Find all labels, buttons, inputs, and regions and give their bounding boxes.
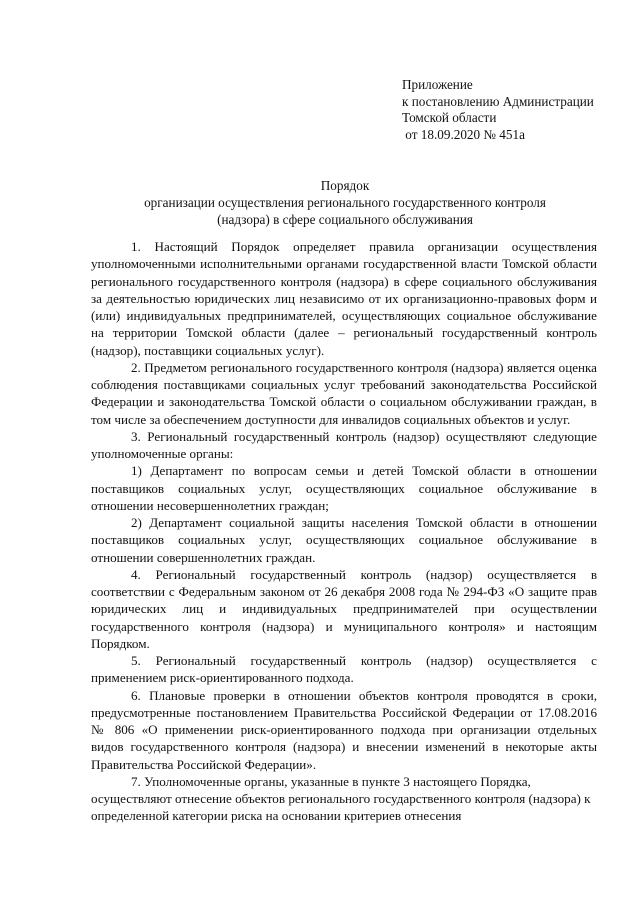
appendix-line: Томской области [402,110,497,126]
title-line: (надзора) в сфере социального обслуживания [217,212,473,227]
paragraph: 3. Региональный государственный контроль (надзор) осуществляют следующие уполномоченные органы: [91,428,597,461]
paragraph: 2. Предметом регионального государственного контроля (надзора) является оценка соблюдения поставщиками социальных услуг требований законодательства Российской Федерации и законодательства Томской области о социальном обслуживании граждан, в том числе за обеспечением доступности для инвалидов социальных объектов и услуг. [91,359,597,427]
title-line: Порядок [320,178,370,193]
paragraph: 1. Настоящий Порядок определяет правила организации осуществления уполномоченными исполнительными органами государственной власти Томской области регионального государственного контроля (надзора) в сфере социального обслуживания за деятельностью юридических лиц независимо от их организационно-правовых форм и (или) индивидуальных предпринимателей, осуществляющих социальное обслуживание на территории Томской области (далее – региональный государственный контроль (надзор), поставщики социальных услуг). [91,239,597,358]
paragraph: 1) Департамент по вопросам семьи и детей Томской области в отношении поставщиков социальных услуг, осуществляющих социальное обслуживание в отношении несовершеннолетних граждан; [91,463,597,513]
appendix-header [402,77,594,143]
document-title [80,177,610,228]
paragraph: 5. Региональный государственный контроль (надзор) осуществляется с применением риск-ориентированного подхода. [91,653,597,686]
paragraph: 2) Департамент социальной защиты населения Томской области в отношении поставщиков социальных услуг, осуществляющих социальное обслуживание в отношении совершеннолетних граждан. [91,515,597,565]
title-line: организации осуществления регионального государственного контроля [144,195,546,210]
paragraph: 4. Региональный государственный контроль (надзор) осуществляется в соответствии с Федеральным законом от 26 декабря 2008 года № 294-ФЗ «О защите прав юридических лиц и индивидуальных предпринимателей при осуществлении государственного контроля (надзора) и муниципального контроля» и настоящим Порядком. [91,566,597,651]
document-body [91,238,597,825]
paragraph: 6. Плановые проверки в отношении объектов контроля проводятся в сроки, предусмотренные постановлением Правительства Российской Федерации от 17.08.2016 № 806 «О применении риск-ориентированного подхода при организации отдельных видов государственного контроля (надзора) и внесении изменений в некоторые акты Правительства Российской Федерации». [91,687,597,772]
appendix-line: к постановлению Администрации [402,93,594,109]
appendix-line: Приложение [402,77,473,92]
paragraph: 7. Уполномоченные органы, указанные в пункте 3 настоящего Порядка, осуществляют отнесение объектов регионального государственного контроля (надзора) к определенной категории риска на основании критериев отнесения [91,773,591,824]
appendix-line: от 18.09.2020 № 451а [402,126,525,142]
